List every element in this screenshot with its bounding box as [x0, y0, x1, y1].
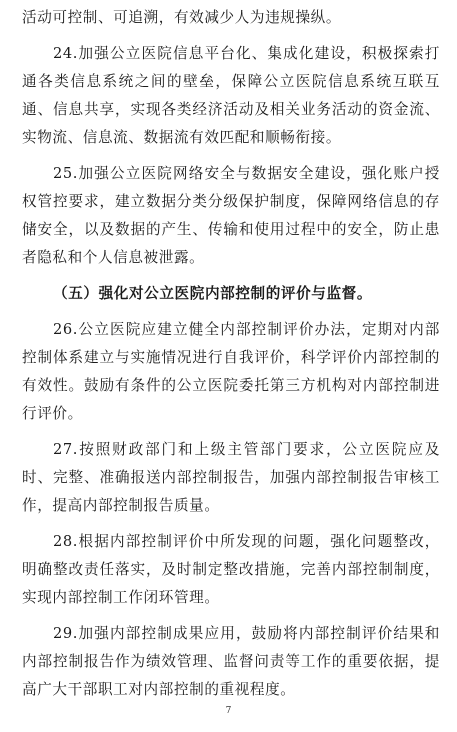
- paragraph-25: 25.加强公立医院网络安全与数据安全建设，强化账户授权管控要求，建立数据分类分级保护制度，保障网络信息的存储安全，以及数据的产生、传输和使用过程中的安全，防止患者隐私和个人信息被泄露。: [22, 165, 440, 266]
- paragraph-continuation: 活动可控制、可追溯，有效减少人为违规操纵。: [22, 9, 342, 26]
- page-number: 7: [225, 706, 232, 716]
- paragraph-27: 27.按照财政部门和上级主管部门要求，公立医院应及时、完整、准确报送内部控制报告，加强内部控制报告审核工作，提高内部控制报告质量。: [22, 441, 440, 514]
- document-body: [22, 4, 440, 712]
- paragraph-28: 28.根据内部控制评价中所发现的问题，强化问题整改，明确整改责任落实，及时制定整改措施，完善内部控制制度，实现内部控制工作闭环管理。: [22, 533, 440, 606]
- paragraph-29: 29.加强内部控制成果应用，鼓励将内部控制评价结果和内部控制报告作为绩效管理、监督问责等工作的重要依据，提高广大干部职工对内部控制的重视程度。: [22, 625, 440, 698]
- paragraph-24: 24.加强公立医院信息平台化、集成化建设，积极探索打通各类信息系统之间的壁垒，保障公立医院信息系统互联互通、信息共享，实现各类经济活动及相关业务活动的资金流、实物流、信息流、数据流有效匹配和顺畅衔接。: [22, 45, 440, 146]
- paragraph-26: 26.公立医院应建立健全内部控制评价办法，定期对内部控制体系建立与实施情况进行自我评价，科学评价内部控制的有效性。鼓励有条件的公立医院委托第三方机构对内部控制进行评价。: [22, 321, 440, 422]
- section-heading: （五）强化对公立医院内部控制的评价与监督。: [53, 285, 373, 302]
